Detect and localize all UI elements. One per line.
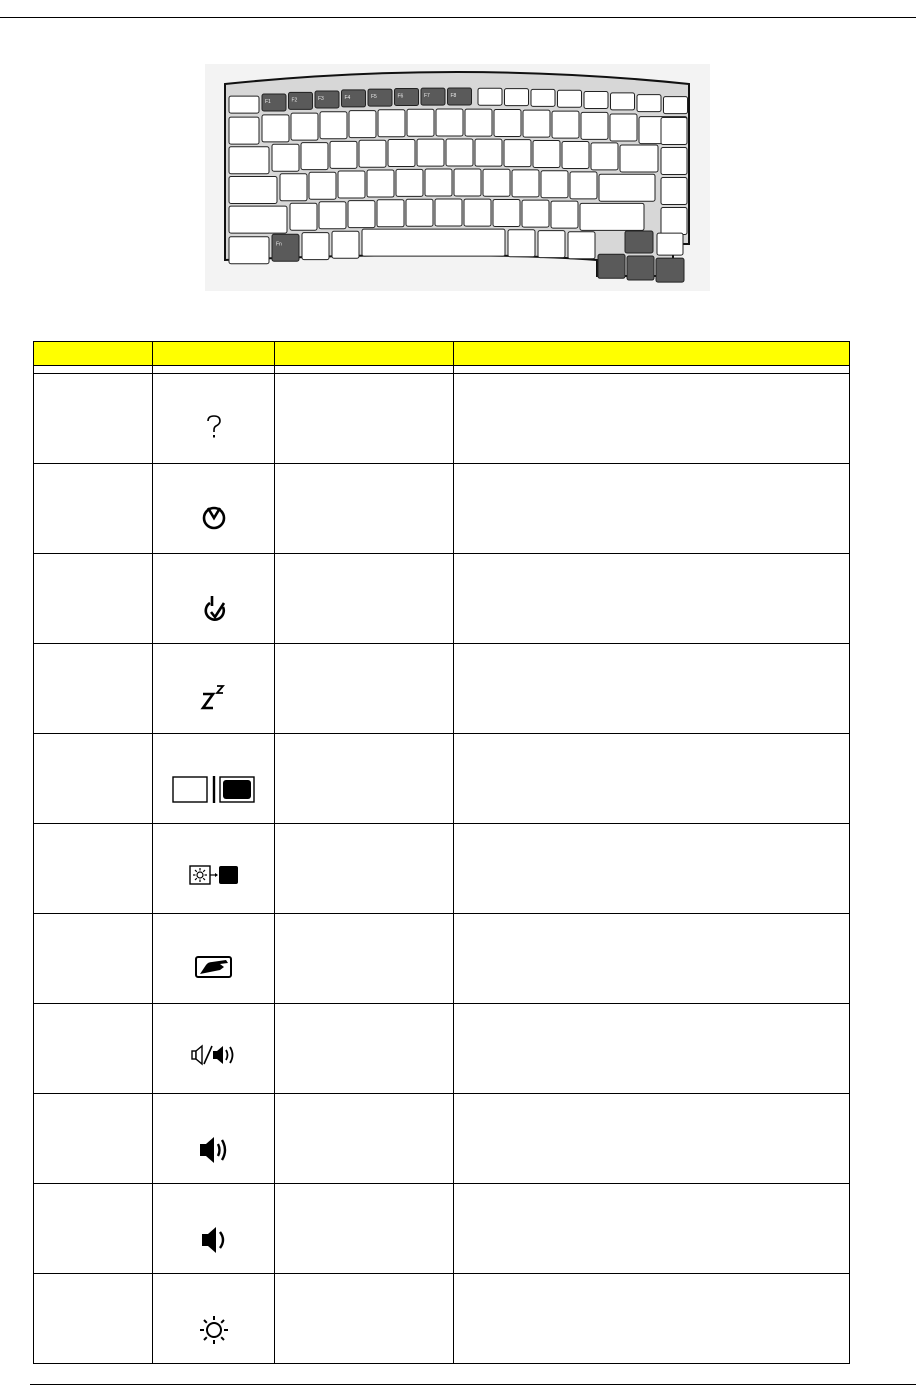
keyboard-key xyxy=(290,203,317,230)
hotkey-cell xyxy=(34,914,153,1004)
keyboard-key xyxy=(319,202,346,229)
keyboard-key xyxy=(309,172,336,199)
hotkey-cell xyxy=(34,1184,153,1274)
touchpad-toggle-icon xyxy=(153,954,274,980)
keyboard-key xyxy=(541,171,568,198)
keyboard-diagram xyxy=(205,64,710,291)
keyboard-key xyxy=(272,144,299,171)
function-cell xyxy=(275,644,454,734)
ctrl-key xyxy=(229,237,269,264)
keyboard-illustration xyxy=(205,64,710,291)
hotkey-cell xyxy=(34,644,153,734)
keyboard-key xyxy=(407,109,434,136)
keyboard-key xyxy=(661,207,687,234)
volume-up-icon xyxy=(153,1134,274,1166)
brightness-up-icon xyxy=(153,1314,274,1346)
keyboard-key xyxy=(435,199,462,226)
icon-cell xyxy=(153,374,275,464)
function-cell xyxy=(275,464,454,554)
header-rule xyxy=(0,17,916,18)
keyboard-key xyxy=(229,206,287,233)
keyboard-key xyxy=(611,93,635,110)
keyboard-key xyxy=(523,110,550,137)
hotkey-cell xyxy=(34,1004,153,1094)
hotkey-cell xyxy=(34,734,153,824)
icon-cell xyxy=(153,824,275,914)
keyboard-key xyxy=(483,169,510,196)
keyboard-key xyxy=(504,140,531,167)
table-row xyxy=(34,1094,850,1184)
table-row xyxy=(34,1184,850,1274)
function-cell xyxy=(275,1004,454,1094)
keyboard-key xyxy=(320,112,347,139)
keyboard-key xyxy=(425,169,452,196)
hotkey-table xyxy=(33,341,850,1364)
keyboard-key xyxy=(229,176,277,203)
sleep-zz-icon xyxy=(153,684,274,710)
function-key-label: F8 xyxy=(450,93,457,100)
table-row xyxy=(34,1004,850,1094)
keyboard-key xyxy=(330,141,357,168)
table-row xyxy=(34,1274,850,1364)
description-cell xyxy=(454,1094,850,1184)
speaker-toggle-icon xyxy=(153,1044,274,1066)
icon-cell xyxy=(153,554,275,644)
table-row xyxy=(34,824,850,914)
function-key-label: F5 xyxy=(371,94,377,101)
function-cell xyxy=(275,734,454,824)
spacebar xyxy=(362,229,505,256)
hotkey-cell xyxy=(34,1274,153,1364)
keyboard-key xyxy=(229,117,259,144)
keyboard-key xyxy=(505,89,529,106)
description-cell xyxy=(454,374,850,464)
keyboard-key xyxy=(580,203,644,230)
left-arrow-key xyxy=(598,254,625,278)
keyboard-key xyxy=(591,143,618,170)
function-cell xyxy=(275,1094,454,1184)
keyboard-key xyxy=(332,231,359,258)
hotkey-cell xyxy=(34,1094,153,1184)
keyboard-key xyxy=(599,174,655,201)
volume-down-icon xyxy=(153,1224,274,1256)
hotkey-cell xyxy=(34,374,153,464)
power-management-icon xyxy=(153,594,274,624)
function-cell xyxy=(275,374,454,464)
function-cell xyxy=(275,1184,454,1274)
table-row xyxy=(34,554,850,644)
table-body xyxy=(34,366,850,1364)
keyboard-key xyxy=(436,109,463,136)
column-header-function xyxy=(275,342,454,366)
description-cell xyxy=(454,1004,850,1094)
keyboard-key xyxy=(446,139,473,166)
keyboard-key xyxy=(570,172,597,199)
description-cell xyxy=(454,554,850,644)
description-cell xyxy=(454,1184,850,1274)
keyboard-key xyxy=(338,171,365,198)
column-header-icon xyxy=(153,342,275,366)
description-cell xyxy=(454,824,850,914)
function-key-label: F1 xyxy=(265,99,271,106)
esc-key xyxy=(229,96,259,113)
fn-key-label: Fn xyxy=(276,241,282,248)
keyboard-key xyxy=(349,111,376,138)
column-header-description xyxy=(454,342,850,366)
fn-key xyxy=(272,234,299,261)
keyboard-key xyxy=(417,139,444,166)
hotkey-cell xyxy=(34,824,153,914)
keyboard-key xyxy=(533,140,560,167)
description-cell xyxy=(454,734,850,824)
keyboard-key xyxy=(508,230,535,257)
keyboard-key xyxy=(348,201,375,228)
footer-rule xyxy=(30,1384,916,1385)
keyboard-key xyxy=(378,110,405,137)
function-key-label: F4 xyxy=(344,94,351,101)
keyboard-key xyxy=(657,233,683,255)
function-key-label: F7 xyxy=(424,93,430,100)
description-cell xyxy=(454,1274,850,1364)
function-cell xyxy=(275,554,454,644)
keyboard-key xyxy=(280,174,307,201)
keyboard-key xyxy=(512,170,539,197)
keyboard-key xyxy=(661,117,687,144)
icon-cell xyxy=(153,1274,275,1364)
icon-cell xyxy=(153,464,275,554)
function-key-label: F6 xyxy=(397,93,404,100)
keyboard-key xyxy=(396,169,423,196)
hotkey-cell xyxy=(34,464,153,554)
keyboard-key xyxy=(229,147,269,174)
keyboard-key xyxy=(522,200,549,227)
keyboard-key xyxy=(661,147,687,174)
screen-blank-icon xyxy=(153,864,274,886)
icon-cell xyxy=(153,1184,275,1274)
display-toggle-icon xyxy=(153,774,274,804)
system-property-icon xyxy=(153,504,274,530)
keyboard-key xyxy=(584,91,608,108)
keyboard-key xyxy=(661,177,687,204)
table-header-row xyxy=(34,342,850,366)
keyboard-key xyxy=(494,109,521,136)
function-key-label: F3 xyxy=(318,96,324,103)
function-cell xyxy=(275,824,454,914)
keyboard-key xyxy=(493,199,520,226)
keyboard-key xyxy=(301,143,328,170)
keyboard-key xyxy=(367,170,394,197)
icon-cell xyxy=(153,734,275,824)
description-cell xyxy=(454,464,850,554)
keyboard-key xyxy=(359,140,386,167)
keyboard-key xyxy=(302,233,329,260)
keyboard-key xyxy=(568,232,595,259)
keyboard-key xyxy=(454,169,481,196)
hotkey-cell xyxy=(34,554,153,644)
keyboard-key xyxy=(610,114,637,141)
keyboard-key xyxy=(262,115,289,142)
keyboard-key xyxy=(291,113,318,140)
icon-cell xyxy=(153,1094,275,1184)
keyboard-key xyxy=(406,199,433,226)
icon-cell xyxy=(153,914,275,1004)
table-spacer-row xyxy=(34,366,850,374)
keyboard-key xyxy=(531,89,555,106)
icon-cell xyxy=(153,1004,275,1094)
right-arrow-key xyxy=(656,258,684,282)
table-row xyxy=(34,734,850,824)
keyboard-key xyxy=(637,95,661,112)
table-row xyxy=(34,914,850,1004)
table-row xyxy=(34,644,850,734)
description-cell xyxy=(454,644,850,734)
keyboard-key xyxy=(538,231,565,258)
function-cell xyxy=(275,914,454,1004)
keyboard-key xyxy=(558,90,582,107)
keyboard-key xyxy=(464,199,491,226)
description-cell xyxy=(454,914,850,1004)
down-arrow-key xyxy=(627,256,654,280)
table-row xyxy=(34,374,850,464)
keyboard-key xyxy=(478,88,502,105)
keyboard-key xyxy=(620,145,658,172)
keyboard-key xyxy=(664,97,688,114)
keyboard-key xyxy=(388,140,415,167)
keyboard-key xyxy=(475,139,502,166)
function-cell xyxy=(275,1274,454,1364)
function-key-label: F2 xyxy=(291,97,298,104)
keyboard-key xyxy=(551,201,578,228)
keyboard-key xyxy=(465,109,492,136)
help-question-icon xyxy=(153,414,274,440)
keyboard-key xyxy=(377,200,404,227)
up-arrow-key xyxy=(625,231,653,253)
keyboard-key xyxy=(562,142,589,169)
keyboard-key xyxy=(581,112,608,139)
icon-cell xyxy=(153,644,275,734)
keyboard-key xyxy=(552,111,579,138)
table-row xyxy=(34,464,850,554)
column-header-hotkey xyxy=(34,342,153,366)
